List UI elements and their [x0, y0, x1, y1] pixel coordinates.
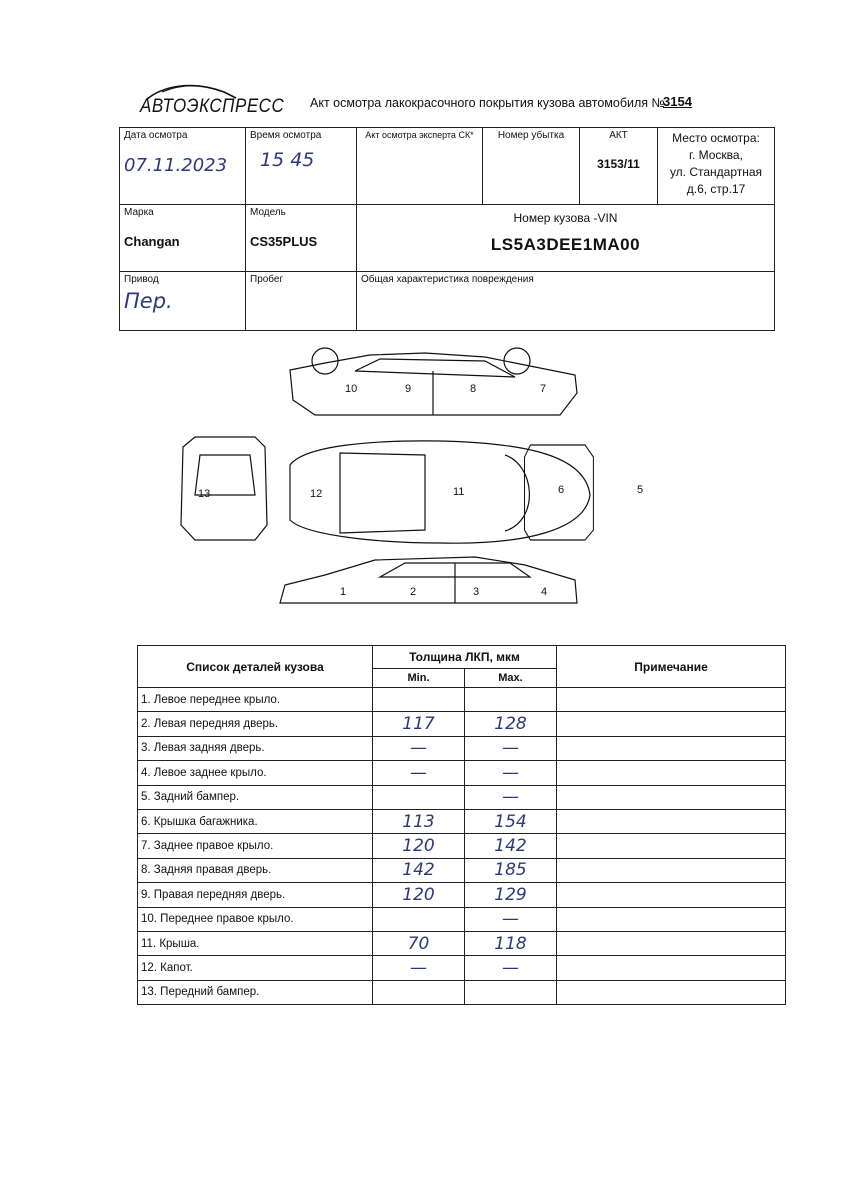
part-name: 2. Левая передняя дверь. [138, 712, 373, 736]
table-row [138, 761, 786, 785]
min-value [373, 980, 465, 1004]
expert-act-label: Акт осмотра эксперта СК* [365, 130, 474, 140]
place-street: ул. Стандартная [669, 165, 763, 179]
part-name: 8. Задняя правая дверь. [138, 858, 373, 882]
vin-value: LS5A3DEE1MA00 [490, 235, 641, 254]
parts-thickness-table [137, 645, 786, 1005]
note-cell [557, 688, 786, 712]
date-cell [120, 128, 246, 205]
place-building: д.6, стр.17 [686, 182, 746, 196]
zone-label-10: 10 [345, 383, 358, 395]
min-value: — [373, 956, 465, 980]
min-value [373, 907, 465, 931]
note-cell [557, 809, 786, 833]
col-max-header: Max. [465, 669, 557, 688]
part-name: 10. Переднее правое крыло. [138, 907, 373, 931]
zone-label-13: 13 [198, 488, 211, 500]
mileage-label: Пробег [250, 274, 284, 285]
note-cell [557, 761, 786, 785]
part-name: 11. Крыша. [138, 931, 373, 955]
table-row [138, 907, 786, 931]
max-value: 142 [465, 834, 557, 858]
max-value: — [465, 761, 557, 785]
place-cell [658, 128, 775, 205]
zone-label-12: 12 [310, 488, 323, 500]
note-cell [557, 785, 786, 809]
table-row [138, 858, 786, 882]
part-name: 9. Правая передняя дверь. [138, 883, 373, 907]
date-label: Дата осмотра [124, 130, 188, 141]
table-row [138, 736, 786, 760]
date-value: 07.11.2023 [124, 155, 228, 176]
max-value: — [465, 736, 557, 760]
max-value: 185 [465, 858, 557, 882]
model-label: Модель [250, 207, 286, 218]
model-cell [246, 205, 357, 272]
table-row [138, 956, 786, 980]
part-name: 6. Крышка багажника. [138, 809, 373, 833]
table-row [138, 980, 786, 1004]
min-value [373, 785, 465, 809]
col-min-header: Min. [373, 669, 465, 688]
brand-value: Changan [124, 234, 180, 249]
note-cell [557, 736, 786, 760]
min-value: 70 [373, 931, 465, 955]
min-value: 117 [373, 712, 465, 736]
note-cell [557, 858, 786, 882]
note-cell [557, 980, 786, 1004]
zone-label-9: 9 [405, 383, 412, 395]
max-value: 129 [465, 883, 557, 907]
part-name: 12. Капот. [138, 956, 373, 980]
car-body-diagram [165, 345, 644, 605]
max-value: 118 [465, 931, 557, 955]
max-value: — [465, 907, 557, 931]
table-row [138, 688, 786, 712]
min-value [373, 688, 465, 712]
logo-text: АВТОЭКСПРЕСС [140, 94, 285, 117]
drive-value: Пер. [124, 289, 173, 313]
col-thickness-header: Толщина ЛКП, мкм [373, 646, 557, 669]
min-value: 120 [373, 883, 465, 907]
vin-cell [357, 205, 775, 272]
part-name: 5. Задний бампер. [138, 785, 373, 809]
zone-label-1: 1 [340, 586, 347, 598]
part-name: 3. Левая задняя дверь. [138, 736, 373, 760]
expert-act-cell [357, 128, 483, 205]
time-cell [246, 128, 357, 205]
damage-cell [357, 272, 775, 331]
loss-number-cell [483, 128, 580, 205]
part-name: 4. Левое заднее крыло. [138, 761, 373, 785]
part-name: 7. Заднее правое крыло. [138, 834, 373, 858]
act-number: 3154 [663, 94, 692, 109]
zone-label-5: 5 [637, 484, 644, 496]
min-value: 113 [373, 809, 465, 833]
min-value: 120 [373, 834, 465, 858]
zone-label-4: 4 [541, 586, 548, 598]
table-row [138, 785, 786, 809]
note-cell [557, 834, 786, 858]
min-value: 142 [373, 858, 465, 882]
zone-label-6: 6 [558, 484, 565, 496]
max-value: 128 [465, 712, 557, 736]
drive-cell [120, 272, 246, 331]
table-row [138, 712, 786, 736]
act-cell [580, 128, 658, 205]
note-cell [557, 883, 786, 907]
drive-label: Привод [124, 274, 159, 285]
table-row [138, 809, 786, 833]
max-value: — [465, 785, 557, 809]
note-cell [557, 712, 786, 736]
mileage-cell [246, 272, 357, 331]
zone-label-11: 11 [453, 486, 465, 498]
note-cell [557, 907, 786, 931]
vin-label: Номер кузова -VIN [513, 211, 618, 225]
time-value: 15 45 [260, 149, 315, 171]
brand-label: Марка [124, 207, 154, 218]
col-note-header: Примечание [557, 646, 786, 688]
max-value: 154 [465, 809, 557, 833]
note-cell [557, 956, 786, 980]
part-name: 1. Левое переднее крыло. [138, 688, 373, 712]
table-row [138, 834, 786, 858]
brand-cell [120, 205, 246, 272]
damage-label: Общая характеристика повреждения [361, 274, 534, 285]
model-value: CS35PLUS [250, 234, 318, 249]
zone-label-8: 8 [470, 383, 477, 395]
min-value: — [373, 736, 465, 760]
min-value: — [373, 761, 465, 785]
loss-number-label: Номер убытка [497, 130, 565, 141]
page-title: Акт осмотра лакокрасочного покрытия кузова автомобиля № [310, 96, 665, 110]
act-value: 3153/11 [597, 157, 640, 171]
table-row [138, 931, 786, 955]
place-city: г. Москва, [689, 148, 743, 162]
zone-label-3: 3 [473, 586, 480, 598]
part-name: 13. Передний бампер. [138, 980, 373, 1004]
place-label: Место осмотра: [672, 131, 760, 145]
zone-label-7: 7 [540, 383, 547, 395]
table-row [138, 883, 786, 907]
time-label: Время осмотра [250, 130, 322, 141]
info-table [119, 127, 775, 331]
max-value [465, 688, 557, 712]
col-parts-header: Список деталей кузова [138, 646, 373, 688]
max-value [465, 980, 557, 1004]
note-cell [557, 931, 786, 955]
max-value: — [465, 956, 557, 980]
zone-label-2: 2 [410, 586, 417, 598]
act-label: АКТ [609, 130, 628, 141]
